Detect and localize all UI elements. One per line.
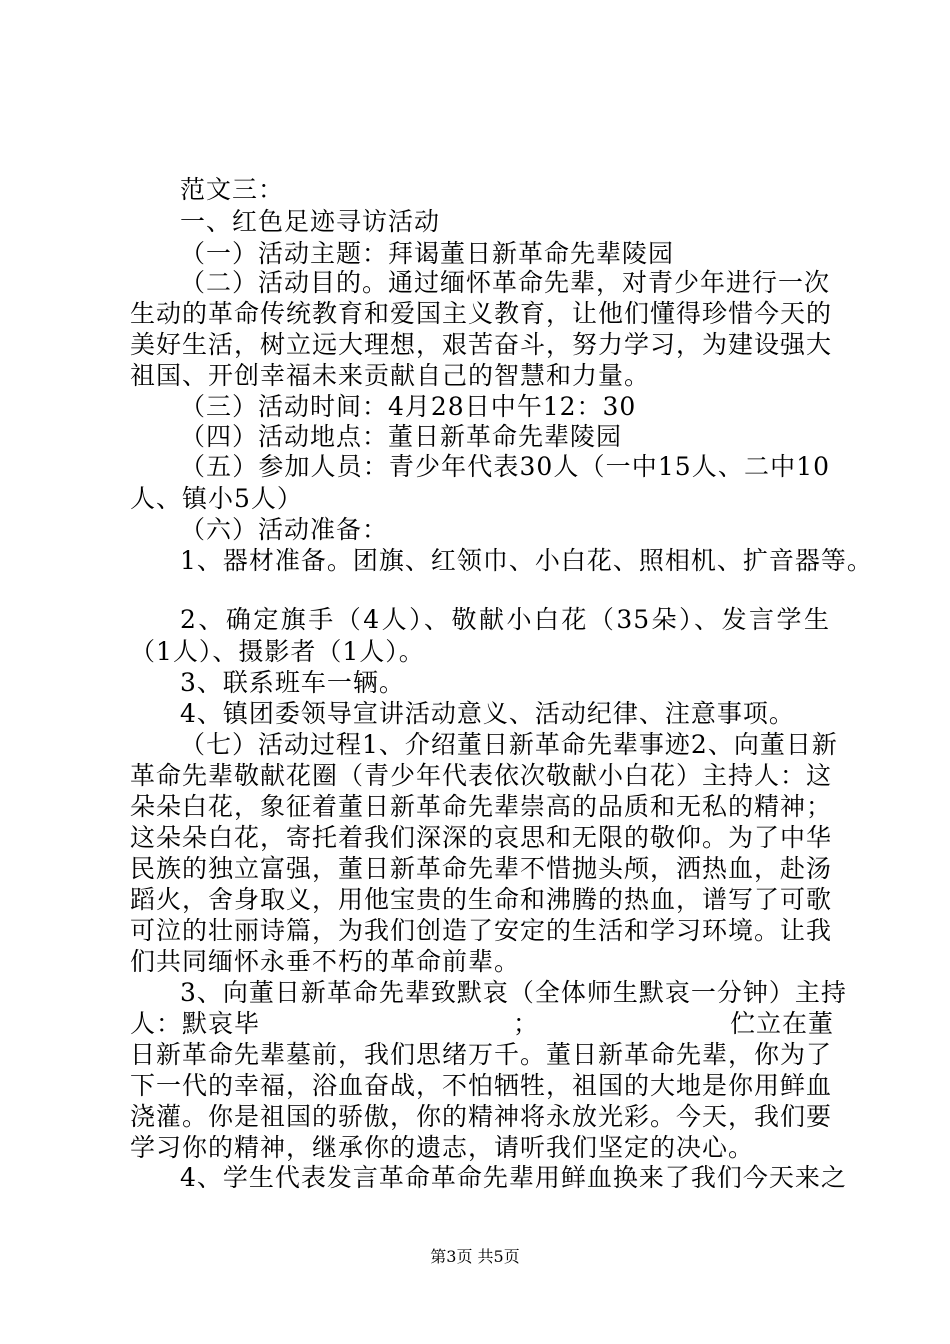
text-line: 4、学生代表发言革命革命先辈用鲜血换来了我们今天来之 [180, 1163, 847, 1192]
text-line: 人：默哀毕 [130, 1009, 261, 1038]
text-line: 蹈火，舍身取义，用他宝贵的生命和沸腾的热血，谱写了可歌 [130, 885, 833, 914]
text-line: 学习你的精神，继承你的遗志，请听我们坚定的决心。 [130, 1133, 755, 1162]
text-line: 浇灌。你是祖国的骄傲，你的精神将永放光彩。今天，我们要 [130, 1102, 833, 1131]
text-fragment: 伫立在董 [730, 1009, 835, 1038]
text-line: 下一代的幸福，浴血奋战，不怕牺牲，祖国的大地是你用鲜血 [130, 1071, 833, 1100]
activity-title: 一、红色足迹寻访活动 [180, 207, 441, 236]
activity-theme: （一）活动主题：拜谒董日新革命先辈陵园 [180, 239, 675, 268]
text-line: 们共同缅怀永垂不朽的革命前辈。 [130, 947, 521, 976]
activity-time: （三）活动时间：4月28日中午12：30 [180, 392, 637, 421]
text-line: 可泣的壮丽诗篇，为我们创造了安定的生活和学习环境。让我 [130, 916, 833, 945]
list-item: 3、联系班车一辆。 [180, 668, 405, 697]
text-line: 3、向董日新革命先辈致默哀（全体师生默哀一分钟）主持 [180, 978, 847, 1007]
text-line: （二）活动目的。通过缅怀革命先辈，对青少年进行一次 [180, 268, 831, 297]
text-line: 朵朵白花，象征着董日新革命先辈崇高的品质和无私的精神； [130, 792, 833, 821]
text-line: 革命先辈敬献花圈（青少年代表依次敬献小白花）主持人：这 [130, 761, 833, 790]
list-item: 1、器材准备。团旗、红领巾、小白花、照相机、扩音器等。 [180, 546, 873, 575]
activity-location: （四）活动地点：董日新革命先辈陵园 [180, 422, 623, 451]
text-line: 祖国、开创幸福未来贡献自己的智慧和力量。 [130, 361, 651, 390]
text-line: 美好生活，树立远大理想，艰苦奋斗，努力学习，为建设强大 [130, 330, 833, 359]
list-item: 4、镇团委领导宣讲活动意义、活动纪律、注意事项。 [180, 699, 795, 728]
text-fragment: ； [513, 1009, 540, 1038]
page-number-footer: 第3页 共5页 [430, 1247, 520, 1266]
preparation-heading: （六）活动准备： [180, 515, 389, 544]
text-line: 日新革命先辈墓前，我们思绪万千。董日新革命先辈，你为了 [130, 1040, 833, 1069]
text-line: （1人）、摄影者（1人）。 [130, 637, 425, 666]
text-line: 生动的革命传统教育和爱国主义教育，让他们懂得珍惜今天的 [130, 299, 833, 328]
participants-line: （五）参加人员：青少年代表30人（一中15人、二中10 [180, 452, 830, 481]
text-line: 这朵朵白花，寄托着我们深深的哀思和无限的敬仰。为了中华 [130, 823, 833, 852]
text-line: 民族的独立富强，董日新革命先辈不惜抛头颅，洒热血，赴汤 [130, 854, 833, 883]
process-heading: （七）活动过程1、介绍董日新革命先辈事迹2、向董日新 [180, 730, 838, 759]
text-line: 人、镇小5人） [130, 484, 303, 513]
list-item: 2、确定旗手（4人）、敬献小白花（35朵）、发言学生 [180, 605, 830, 634]
section-heading: 范文三： [180, 175, 285, 204]
